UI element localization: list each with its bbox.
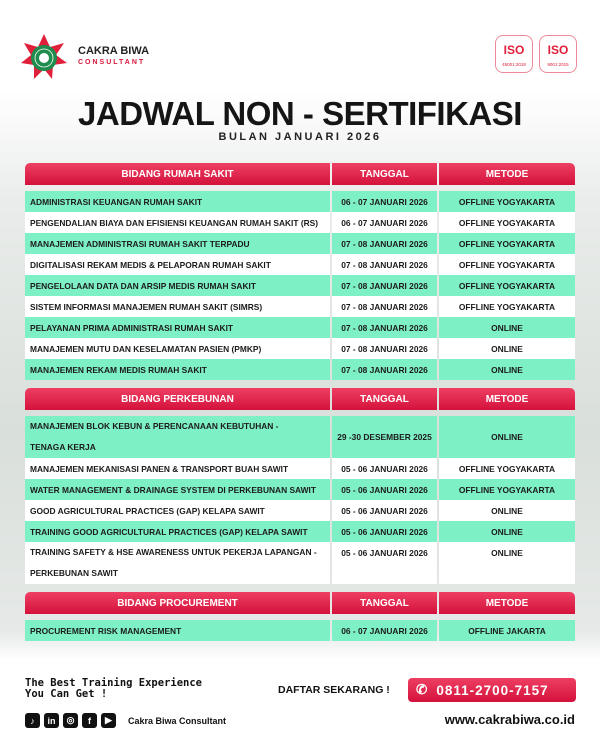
youtube-icon[interactable]: ▶ — [101, 713, 116, 728]
course-method: OFFLINE YOGYAKARTA — [439, 458, 575, 479]
course-name-line: PENGENDALIAN BIAYA DAN EFISIENSI KEUANGAN RUMAH SAKIT (RS) — [30, 217, 319, 228]
course-name — [25, 191, 330, 212]
course-name-line: PERKEBUNAN SAWIT — [30, 568, 118, 578]
course-name — [25, 542, 330, 584]
table-row — [25, 296, 575, 317]
course-name — [25, 458, 330, 479]
brand — [78, 45, 149, 66]
course-method: OFFLINE YOGYAKARTA — [439, 233, 575, 254]
course-name — [25, 233, 330, 254]
course-date: 05 - 06 JANUARI 2026 — [332, 500, 437, 521]
table-row — [25, 620, 575, 641]
course-name — [25, 479, 330, 500]
course-method: ONLINE — [439, 521, 575, 542]
header-bidang: BIDANG PERKEBUNAN — [25, 388, 330, 410]
course-date: 07 - 08 JANUARI 2026 — [332, 317, 437, 338]
course-date: 06 - 07 JANUARI 2026 — [332, 191, 437, 212]
course-name-line: TRAINING SAFETY & HSE AWARENESS UNTUK PEKERJA LAPANGAN - — [30, 547, 317, 557]
table-row — [25, 416, 575, 458]
section-perkebunan — [25, 388, 575, 584]
table-row — [25, 233, 575, 254]
course-name — [25, 620, 330, 641]
header-bidang: BIDANG RUMAH SAKIT — [25, 163, 330, 185]
table-row — [25, 500, 575, 521]
social-name: Cakra Biwa Consultant — [128, 715, 227, 726]
tiktok-icon[interactable]: ♪ — [25, 713, 40, 728]
section-rumah-sakit — [25, 163, 575, 380]
course-date: 07 - 08 JANUARI 2026 — [332, 233, 437, 254]
table-row — [25, 359, 575, 380]
table-row — [25, 275, 575, 296]
table-row — [25, 458, 575, 479]
table-row — [25, 212, 575, 233]
course-name — [25, 275, 330, 296]
course-name-line: MANAJEMEN BLOK KEBUN & PERENCANAAN KEBUTUHAN - — [30, 421, 279, 431]
course-method: ONLINE — [439, 359, 575, 380]
course-date: 05 - 06 JANUARI 2026 — [332, 542, 437, 584]
instagram-icon[interactable]: ◎ — [63, 713, 78, 728]
course-name-line: DIGITALISASI REKAM MEDIS & PELAPORAN RUMAH SAKIT — [30, 259, 271, 270]
course-date: 05 - 06 JANUARI 2026 — [332, 479, 437, 500]
course-name-line: PELAYANAN PRIMA ADMINISTRASI RUMAH SAKIT — [30, 322, 234, 333]
page-title: JADWAL NON - SERTIFIKASI — [78, 95, 522, 132]
course-method: OFFLINE YOGYAKARTA — [439, 191, 575, 212]
course-date: 05 - 06 JANUARI 2026 — [332, 458, 437, 479]
course-method: ONLINE — [439, 317, 575, 338]
whatsapp-icon: ✆ — [416, 682, 429, 697]
table-row — [25, 542, 575, 584]
table-row — [25, 479, 575, 500]
course-name — [25, 317, 330, 338]
course-date: 06 - 07 JANUARI 2026 — [332, 620, 437, 641]
course-name — [25, 359, 330, 380]
phone-number: 0811-2700-7157 — [436, 682, 549, 698]
course-name-line: SISTEM INFORMASI MANAJEMEN RUMAH SAKIT (SIMRS) — [30, 301, 263, 312]
course-name — [25, 296, 330, 317]
course-name-line: WATER MANAGEMENT & DRAINAGE SYSTEM DI PERKEBUNAN SAWIT — [30, 484, 316, 495]
table-header — [25, 163, 575, 185]
linkedin-icon[interactable]: in — [44, 713, 59, 728]
table-header — [25, 388, 575, 410]
course-name-line: PROCUREMENT RISK MANAGEMENT — [30, 625, 182, 636]
course-name — [25, 416, 330, 458]
brand-name: CAKRA BIWA — [78, 45, 150, 57]
website-link[interactable]: www.cakrabiwa.co.id — [444, 712, 575, 727]
table-row — [25, 191, 575, 212]
course-method: ONLINE — [439, 500, 575, 521]
header-metode: METODE — [439, 388, 575, 410]
header-tanggal: TANGGAL — [332, 388, 437, 410]
course-method: OFFLINE JAKARTA — [439, 620, 575, 641]
footer-tagline: The Best Training Experience You Can Get ! — [25, 677, 203, 700]
course-name-line: PENGELOLAAN DATA DAN ARSIP MEDIS RUMAH SAKIT — [30, 280, 256, 291]
course-date: 07 - 08 JANUARI 2026 — [332, 359, 437, 380]
table-row — [25, 317, 575, 338]
header-tanggal: TANGGAL — [332, 163, 437, 185]
course-name-line: MANAJEMEN REKAM MEDIS RUMAH SAKIT — [30, 364, 207, 375]
course-date: 06 - 07 JANUARI 2026 — [332, 212, 437, 233]
course-method: ONLINE — [439, 338, 575, 359]
cta-label: DAFTAR SEKARANG ! — [278, 684, 390, 696]
course-name-line: MANAJEMEN ADMINISTRASI RUMAH SAKIT TERPADU — [30, 238, 250, 249]
header-metode: METODE — [439, 592, 575, 614]
course-name-line: TRAINING GOOD AGRICULTURAL PRACTICES (GAP) KELAPA SAWIT — [30, 526, 308, 537]
page-subtitle: BULAN JANUARI 2026 — [218, 131, 382, 143]
course-name — [25, 338, 330, 359]
course-name — [25, 500, 330, 521]
course-name-line: MANAJEMEN MUTU DAN KESELAMATAN PASIEN (PMKP) — [30, 343, 262, 354]
course-method: OFFLINE YOGYAKARTA — [439, 275, 575, 296]
course-method: OFFLINE YOGYAKARTA — [439, 212, 575, 233]
header-bidang: BIDANG PROCUREMENT — [25, 592, 330, 614]
course-name-line: ADMINISTRASI KEUANGAN RUMAH SAKIT — [30, 196, 203, 207]
course-name — [25, 254, 330, 275]
iso-badge: ISO 45001:2018 — [495, 35, 533, 73]
course-date: 29 -30 DESEMBER 2025 — [332, 416, 437, 458]
course-date: 07 - 08 JANUARI 2026 — [332, 275, 437, 296]
table-row — [25, 521, 575, 542]
table-header — [25, 592, 575, 614]
table-row — [25, 338, 575, 359]
course-method: OFFLINE YOGYAKARTA — [439, 479, 575, 500]
course-name — [25, 212, 330, 233]
course-name — [25, 521, 330, 542]
brand-tagline: CONSULTANT — [78, 59, 146, 66]
header-metode: METODE — [439, 163, 575, 185]
section-procurement — [25, 592, 575, 641]
header-tanggal: TANGGAL — [332, 592, 437, 614]
course-method: ONLINE — [439, 542, 575, 584]
course-method: OFFLINE YOGYAKARTA — [439, 296, 575, 317]
course-name-line: GOOD AGRICULTURAL PRACTICES (GAP) KELAPA SAWIT — [30, 505, 265, 516]
whatsapp-button[interactable] — [408, 678, 576, 702]
course-name-line: TENAGA KERJA — [30, 442, 96, 452]
course-date: 05 - 06 JANUARI 2026 — [332, 521, 437, 542]
table-row — [25, 254, 575, 275]
cakra-biwa-logo — [20, 33, 68, 81]
course-date: 07 - 08 JANUARI 2026 — [332, 338, 437, 359]
course-date: 07 - 08 JANUARI 2026 — [332, 296, 437, 317]
social-links — [25, 713, 226, 728]
course-method: ONLINE — [439, 416, 575, 458]
iso-badge: ISO 9001:2015 — [539, 35, 577, 73]
facebook-icon[interactable]: f — [82, 713, 97, 728]
course-date: 07 - 08 JANUARI 2026 — [332, 254, 437, 275]
course-method: OFFLINE YOGYAKARTA — [439, 254, 575, 275]
course-name-line: MANAJEMEN MEKANISASI PANEN & TRANSPORT BUAH SAWIT — [30, 463, 289, 474]
